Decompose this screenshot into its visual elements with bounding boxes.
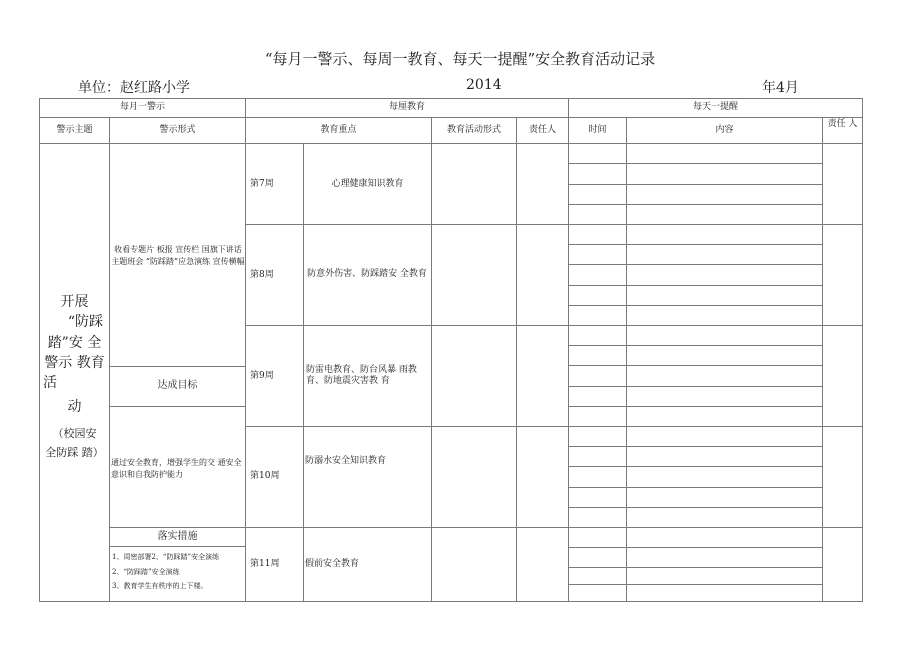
warning-theme [40, 292, 109, 461]
warning-form-text: 收看专题片 板报 宣传栏 国旗下讲话 主题班会 “防踩踏”应急演练 宣传横幅 [111, 245, 245, 266]
header-edu-form: 教育活动形式 [446, 124, 501, 135]
week-label: 第7周 [250, 179, 274, 190]
header-content: 内容 [715, 124, 734, 135]
week-label: 第9周 [250, 371, 274, 382]
header-time: 时间 [588, 124, 607, 135]
week-label: 第11周 [250, 559, 280, 570]
measures-list [112, 550, 245, 594]
theme-sub: 全防踩 踏） [45, 445, 104, 459]
week-focus: 防意外伤害、防踩踏安 全教育 [307, 269, 427, 280]
measure-item: 1、周密部署2、“防踩踏”安全演练 [112, 553, 220, 561]
theme-line: 活 [43, 375, 57, 392]
header-responsible-person: 责任 人 [827, 119, 858, 130]
week-label: 第10周 [250, 471, 280, 482]
header-responsible: 责任人 [528, 124, 556, 135]
month-label: 年4月 [762, 80, 799, 96]
measure-item: 3、教育学生有秩序的上下楼。 [112, 582, 208, 591]
year-label: 2014 [466, 77, 502, 93]
measures-label: 落实措施 [157, 530, 198, 542]
theme-line: 警示 教育 [44, 354, 105, 371]
theme-line: “防踩 [67, 314, 103, 331]
header-daily: 每天一提醒 [692, 102, 738, 113]
unit-label: 单位：赵红路小学 [78, 80, 190, 96]
measure-item: 2、“防踩踏”安全演练 [112, 567, 180, 576]
header-warning-theme: 警示主题 [56, 124, 93, 135]
week-focus: 防雷电教育、防台风暴 雨教育、防地震灾害教 育 [306, 364, 417, 386]
week-focus: 心理健康知识教育 [331, 179, 404, 190]
header-weekly: 每厘教育 [388, 102, 425, 113]
week-label: 第8周 [250, 270, 274, 281]
theme-line: 踏”安 全 [47, 334, 102, 351]
header-edu-focus: 教育重点 [320, 124, 357, 135]
header-monthly: 每月一警示 [119, 102, 165, 113]
week-focus: 防溺水安全知识教育 [305, 456, 387, 467]
theme-line: 开展 [60, 294, 89, 310]
goal-text: 通过安全教育，增强学生的交 通安全意识和自我防护能力 [111, 458, 242, 479]
week-focus: 假前安全教育 [305, 559, 360, 570]
header-warning-form: 警示形式 [159, 124, 196, 135]
theme-sub: （校园安 [52, 426, 97, 440]
goal-label: 达成目标 [157, 380, 198, 392]
document-title: “每月一警示、每周一教育、每天一提醒”安全教育活动记录 [264, 50, 656, 68]
theme-line: 动 [67, 399, 82, 416]
